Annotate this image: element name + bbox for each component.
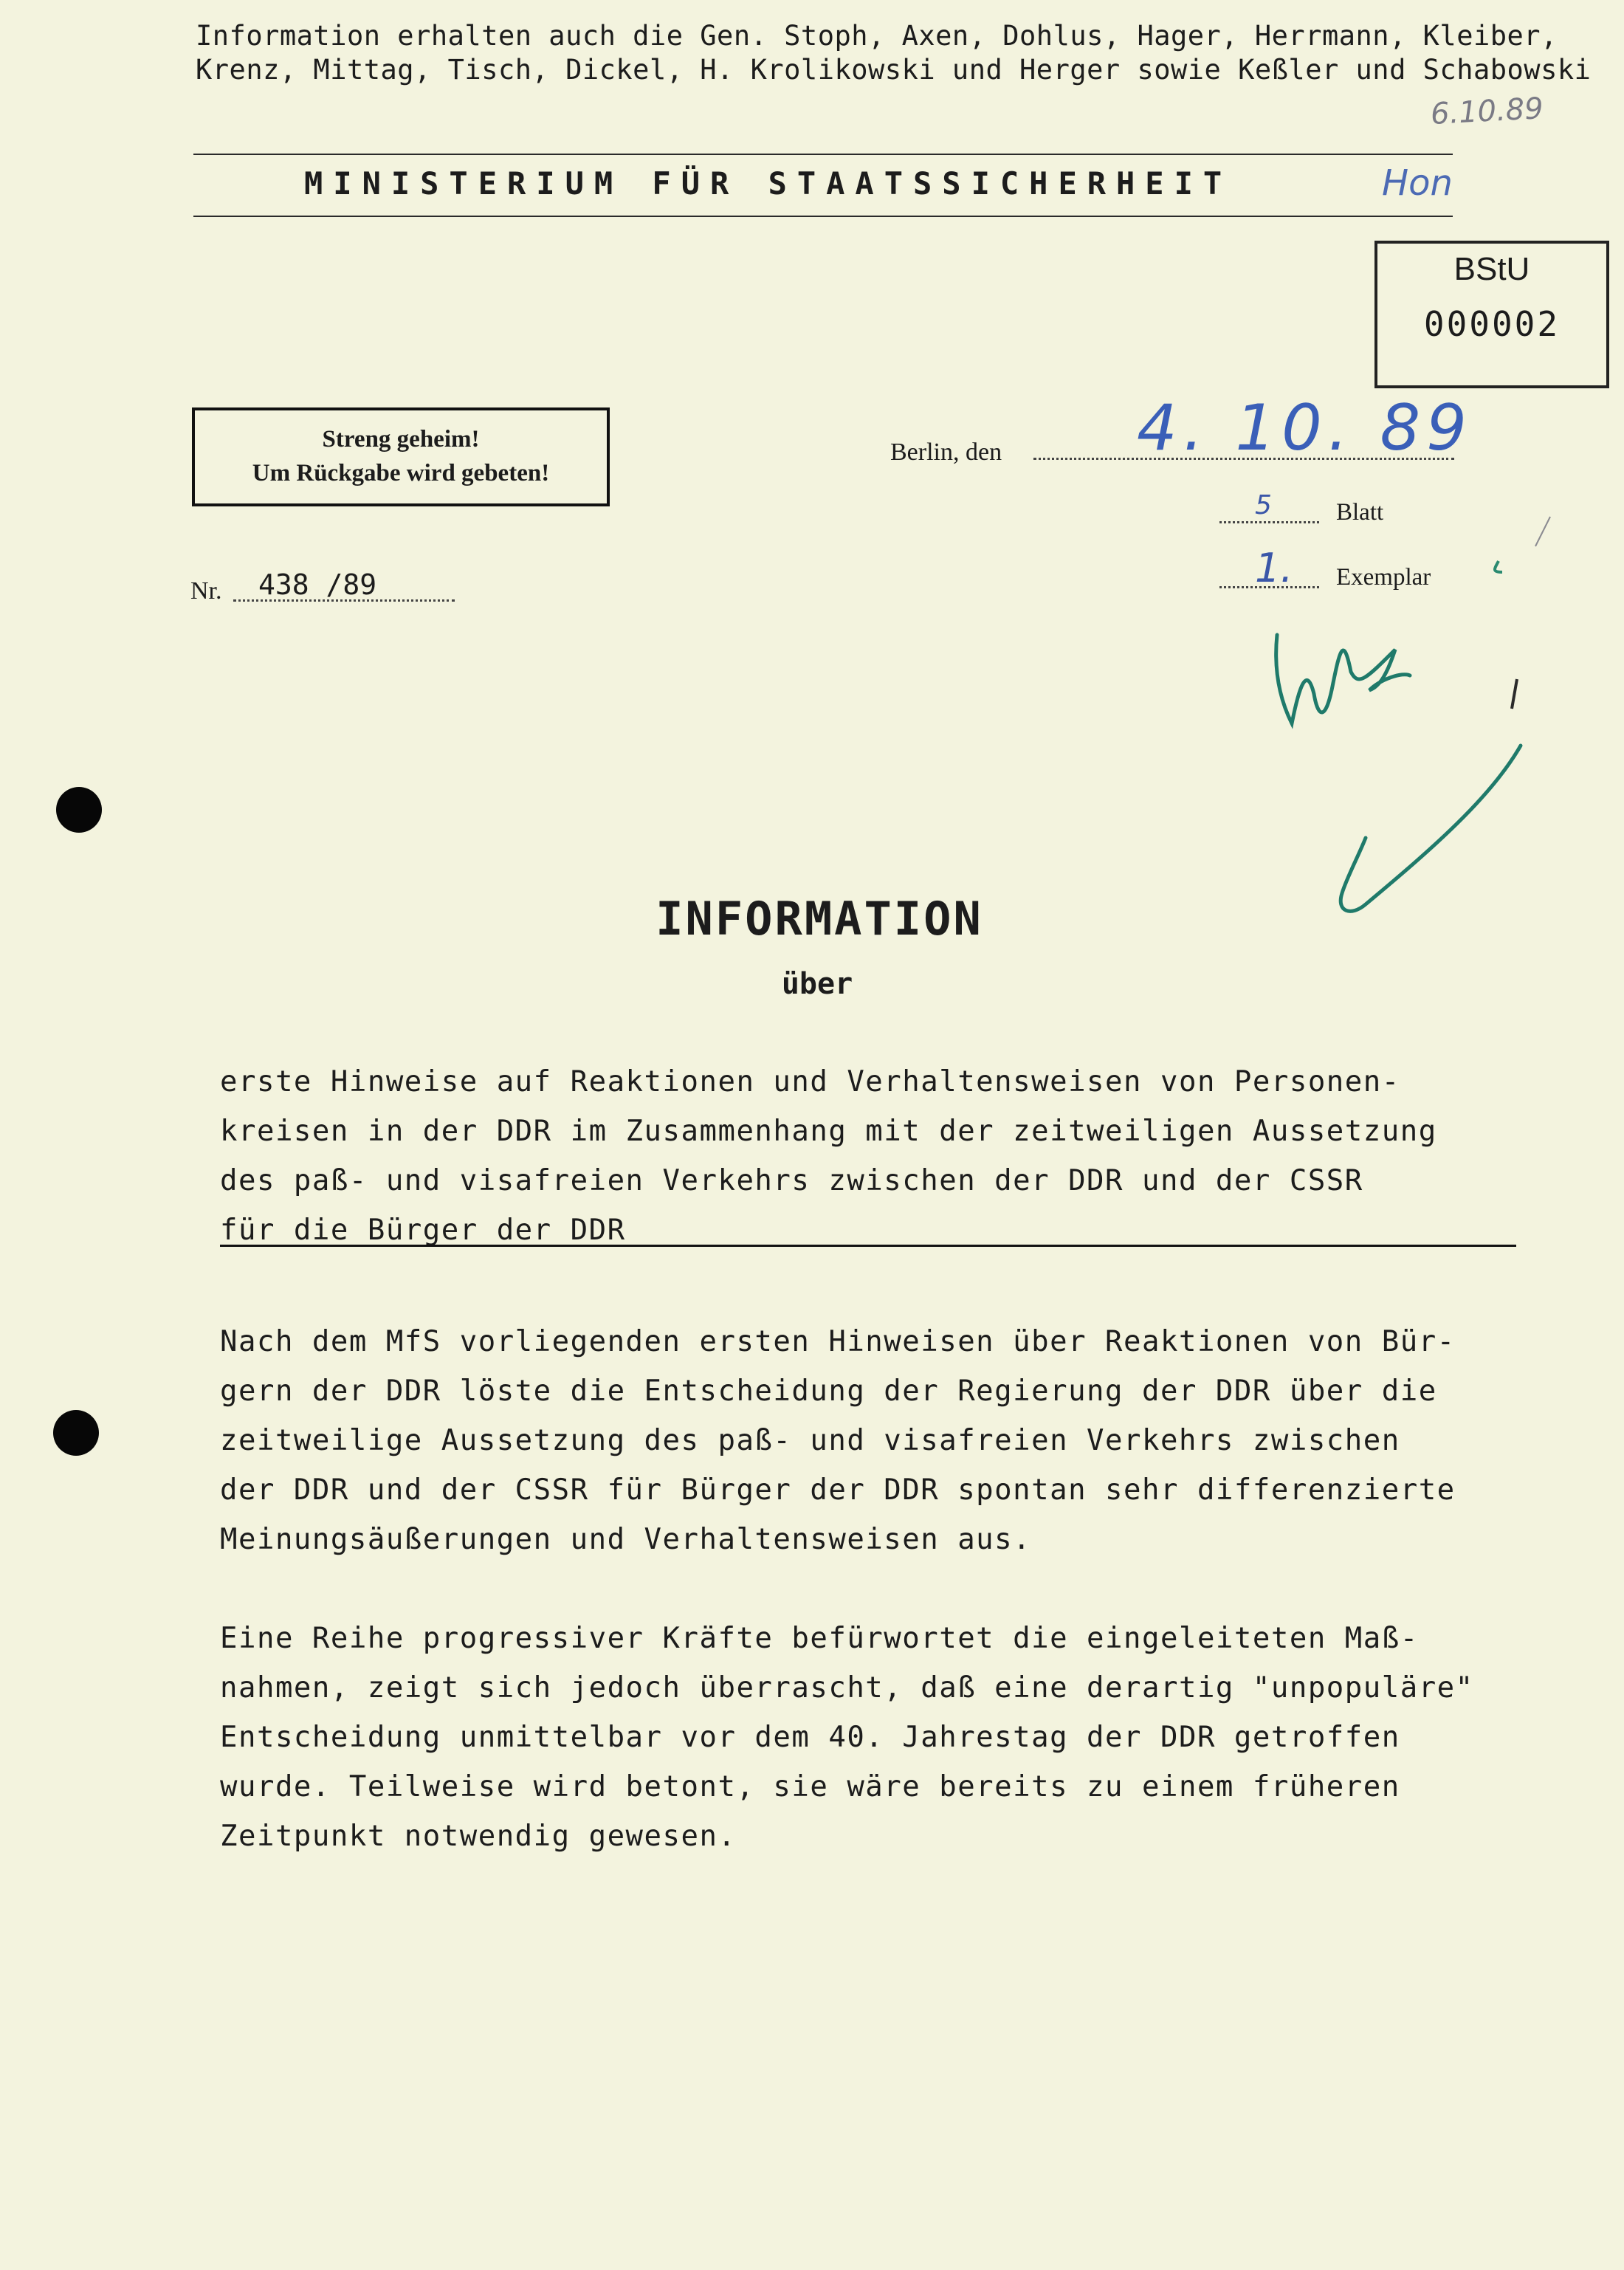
distribution-list	[196, 19, 1591, 87]
header-rule-top	[193, 154, 1453, 155]
paragraph-line: nahmen, zeigt sich jedoch überrascht, daß eine derartig "unpopuläre"	[220, 1671, 1474, 1705]
punch-hole-bottom	[53, 1410, 99, 1456]
paragraph-line: Nach dem MfS vorliegenden ersten Hinweisen über Reaktionen von Bür-	[220, 1325, 1456, 1358]
subject-line: erste Hinweise auf Reaktionen und Verhaltensweisen von Personen-	[220, 1065, 1400, 1098]
paragraph-line: zeitweilige Aussetzung des paß- und visafreien Verkehrs zwischen	[220, 1424, 1400, 1457]
subject-underline	[220, 1245, 1516, 1247]
bstu-number: 000002	[1423, 304, 1561, 344]
check-mark-stroke	[1341, 746, 1521, 911]
subject-line: für die Bürger der DDR	[220, 1214, 626, 1247]
handwritten-date-annotation: 6.10.89	[1429, 92, 1544, 131]
subject-line: des paß- und visafreien Verkehrs zwischen der DDR und der CSSR	[220, 1164, 1363, 1197]
ministry-heading: MINISTERIUM FÜR STAATSSICHERHEIT	[304, 165, 1233, 202]
handwritten-signature-marks	[1248, 502, 1587, 930]
document-number-value: 438 /89	[258, 568, 377, 601]
classification-line-1: Streng geheim!	[322, 426, 480, 453]
document-number-label: Nr.	[190, 577, 222, 605]
paragraph-line: Entscheidung unmittelbar vor dem 40. Jahrestag der DDR getroffen	[220, 1721, 1400, 1754]
document-title: INFORMATION	[656, 892, 983, 946]
handwritten-document-date: 4. 10. 89	[1137, 391, 1473, 465]
bstu-label: BStU	[1453, 251, 1530, 287]
copy-number-label: Exemplar	[1336, 564, 1431, 591]
pencil-tick-top	[1495, 561, 1502, 572]
distribution-line-2: Krenz, Mittag, Tisch, Dickel, H. Krolikowski und Herger sowie Keßler und Schabowski	[196, 54, 1592, 86]
bstu-stamp	[1374, 241, 1609, 388]
paragraph-line: Zeitpunkt notwendig gewesen.	[220, 1820, 737, 1853]
classification-box	[192, 407, 610, 506]
paragraph-1	[220, 1317, 1563, 1564]
paragraph-line: gern der DDR löste die Entscheidung der Regierung der DDR über die	[220, 1375, 1437, 1408]
document-subtitle: über	[781, 967, 853, 1001]
signature-scribble	[1276, 635, 1410, 723]
pencil-mark	[1535, 517, 1550, 546]
punch-hole-top	[56, 787, 102, 833]
paragraph-line: der DDR und der CSSR für Bürger der DDR spontan sehr differenzierte	[220, 1473, 1456, 1507]
sheet-count-value: 5	[1255, 490, 1272, 520]
sheet-count-label: Blatt	[1336, 499, 1384, 526]
place-date-label: Berlin, den	[890, 438, 1002, 466]
paragraph-line: Meinungsäußerungen und Verhaltensweisen aus.	[220, 1523, 1032, 1556]
paragraph-2	[220, 1614, 1563, 1861]
distribution-line-1: Information erhalten auch die Gen. Stoph, Axen, Dohlus, Hager, Herrmann, Kleiber,	[196, 20, 1558, 52]
subject-line: kreisen in der DDR im Zusammenhang mit der zeitweiligen Aussetzung	[220, 1115, 1437, 1148]
paragraph-line: Eine Reihe progressiver Kräfte befürwortet die eingeleiteten Maß-	[220, 1622, 1419, 1655]
copy-number-value: 1.	[1255, 545, 1293, 591]
header-rule-bottom	[193, 216, 1453, 217]
subject-block	[220, 1057, 1519, 1255]
pencil-tick-bottom	[1512, 679, 1517, 709]
paragraph-line: wurde. Teilweise wird betont, sie wäre bereits zu einem früheren	[220, 1770, 1400, 1803]
classification-line-2: Um Rückgabe wird gebeten!	[252, 460, 550, 486]
handwritten-initials: Hon	[1382, 162, 1453, 204]
